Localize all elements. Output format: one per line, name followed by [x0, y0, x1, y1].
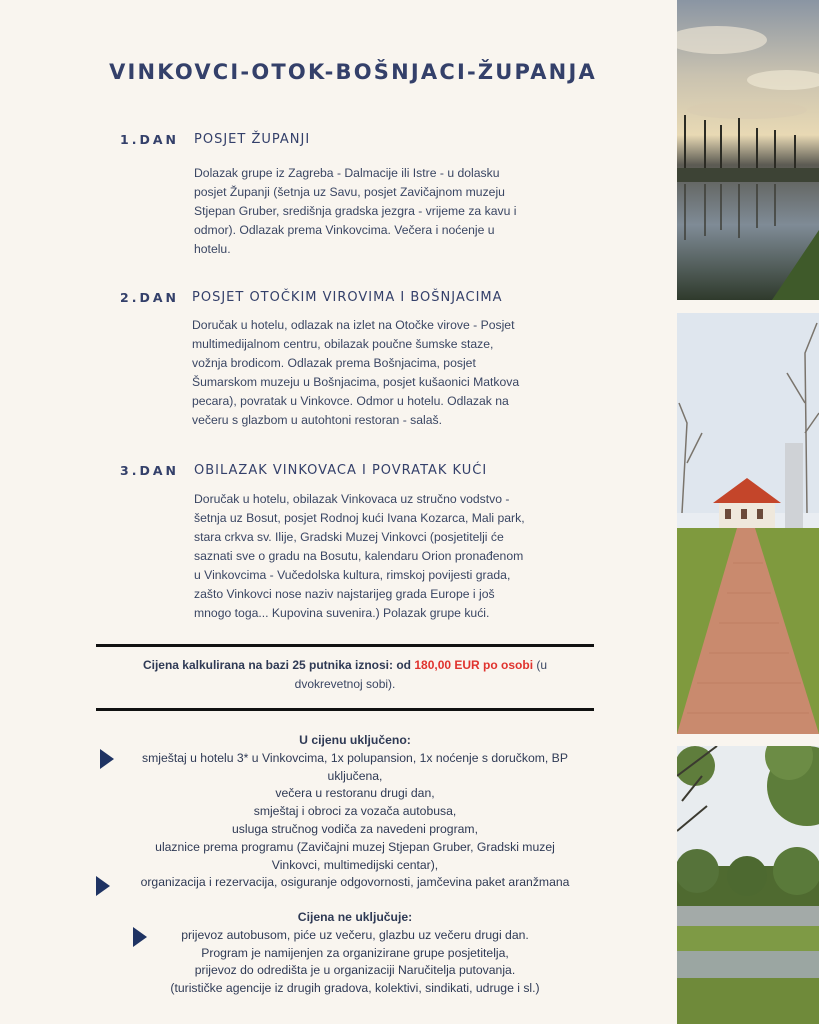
excluded-line: Program je namijenjen za organizirane grupe posjetitelja,: [201, 945, 509, 960]
excluded-line: (turističke agencije iz drugih gradova, kolektivi, sindikati, udruge i sl.): [170, 981, 540, 996]
day-1-description: [194, 164, 569, 259]
text-line: odmor). Odlazak prema Vinkovcima. Večera i noćenje u: [194, 223, 495, 237]
arrow-bullet-icon: [133, 927, 147, 947]
included-line: smještaj i obroci za vozača autobusa,: [253, 804, 457, 819]
included-line: uključena,: [327, 768, 383, 783]
included-line: smještaj u hotelu 3* u Vinkovcima, 1x polupansion, 1x noćenje s doručkom, BP: [142, 750, 568, 765]
text-line: stara crkva sv. Ilije, Gradski Muzej Vinkovci (posjetitelji će: [194, 530, 504, 544]
text-line: multimedijalnom centru, obilazak poučne šumske staze,: [192, 337, 494, 351]
text-line: posjet Županji (šetnja uz Savu, posjet Zavičajnom muzeju: [194, 185, 505, 199]
text-line: Šumarskom muzeju u Bošnjacima, posjet kušaonici Matkova: [192, 375, 520, 389]
included-line: večera u restoranu drugi dan,: [275, 786, 435, 801]
day-2-heading: POSJET OTOČKIM VIROVIMA I BOŠNJACIMA: [192, 290, 503, 305]
text-line: mnogo toga... Kupovina suvenira.) Polazak grupe kući.: [194, 606, 490, 620]
day-1-heading: POSJET ŽUPANJI: [194, 132, 311, 147]
text-line: pecara), povratak u Vinkovce. Odmor u hotelu. Odlazak na: [192, 394, 509, 408]
included-line: usluga stručnog vodiča za navedeni program,: [232, 821, 478, 836]
divider-top: [96, 644, 594, 647]
day-3-heading: OBILAZAK VINKOVACA I POVRATAK KUĆI: [194, 463, 488, 478]
price-line: [105, 656, 585, 675]
included-line: organizacija i rezervacija, osiguranje odgovornosti, jamčevina paket aranžmana: [140, 875, 570, 890]
day-3-description: [194, 490, 569, 623]
price-info: [105, 656, 585, 694]
included-line: ulaznice prema programu (Zavičajni muzej Stjepan Gruber, Gradski muzej: [155, 839, 555, 854]
day-3-label: 3.DAN: [120, 463, 179, 478]
included-line: Vinkovci, multimedijski centar),: [271, 857, 439, 872]
price-amount: 180,00 EUR po osobi: [414, 658, 534, 672]
river-photo: [677, 0, 819, 300]
included-section: [95, 732, 615, 892]
divider-bottom: [96, 708, 594, 711]
day-1-label: 1.DAN: [120, 132, 179, 147]
excluded-section: [95, 909, 615, 998]
text-line: Doručak u hotelu, odlazak na izlet na Otočke virove - Posjet: [192, 318, 515, 332]
price-line-2: dvokrevetnoj sobi).: [294, 677, 396, 691]
text-line: Doručak u hotelu, obilazak Vinkovaca uz stručno vodstvo -: [194, 492, 510, 506]
arrow-bullet-icon: [100, 749, 114, 769]
text-line: vožnja brodicom. Odlazak prema Bošnjacima, posjet: [192, 356, 476, 370]
text-line: Stjepan Gruber, središnja gradska jezgra - vrijeme za kavu i: [194, 204, 517, 218]
excluded-heading: Cijena ne uključuje:: [297, 910, 413, 924]
excluded-line: prijevoz autobusom, piće uz večeru, glazbu uz večeru drugi dan.: [181, 927, 529, 942]
text-line: u Vinkovcima - Vučedolska kultura, rimskoj povijesti grada,: [194, 568, 511, 582]
text-line: hotelu.: [194, 242, 231, 256]
arrow-bullet-icon: [96, 876, 110, 896]
text-line: večeru s glazbom u autohtoni restoran - salaš.: [192, 413, 442, 427]
day-2-description: [192, 316, 567, 430]
text-line: šetnja uz Bosut, posjet Rodnoj kući Ivana Kozarca, Mali park,: [194, 511, 525, 525]
price-suffix: (u: [533, 658, 548, 672]
text-line: zašto Vinkovci nose naziv najstarijeg grada Europe i još: [194, 587, 495, 601]
text-line: saznati sve o gradu na Bosutu, kalendaru Orion pronađenom: [194, 549, 524, 563]
excluded-line: prijevoz do odredišta je u organizaciji Naručitelja putovanja.: [194, 963, 516, 978]
included-heading: U cijenu uključeno:: [299, 733, 411, 747]
forest-river-photo: [677, 746, 819, 1024]
page-title: VINKOVCI-OTOK-BOŠNJACI-ŽUPANJA: [109, 60, 597, 84]
price-prefix: Cijena kalkulirana na bazi 25 putnika iznosi: od: [142, 658, 415, 672]
text-line: Dolazak grupe iz Zagreba - Dalmacije ili Istre - u dolasku: [194, 166, 500, 180]
path-photo: [677, 313, 819, 734]
day-2-label: 2.DAN: [120, 290, 179, 305]
